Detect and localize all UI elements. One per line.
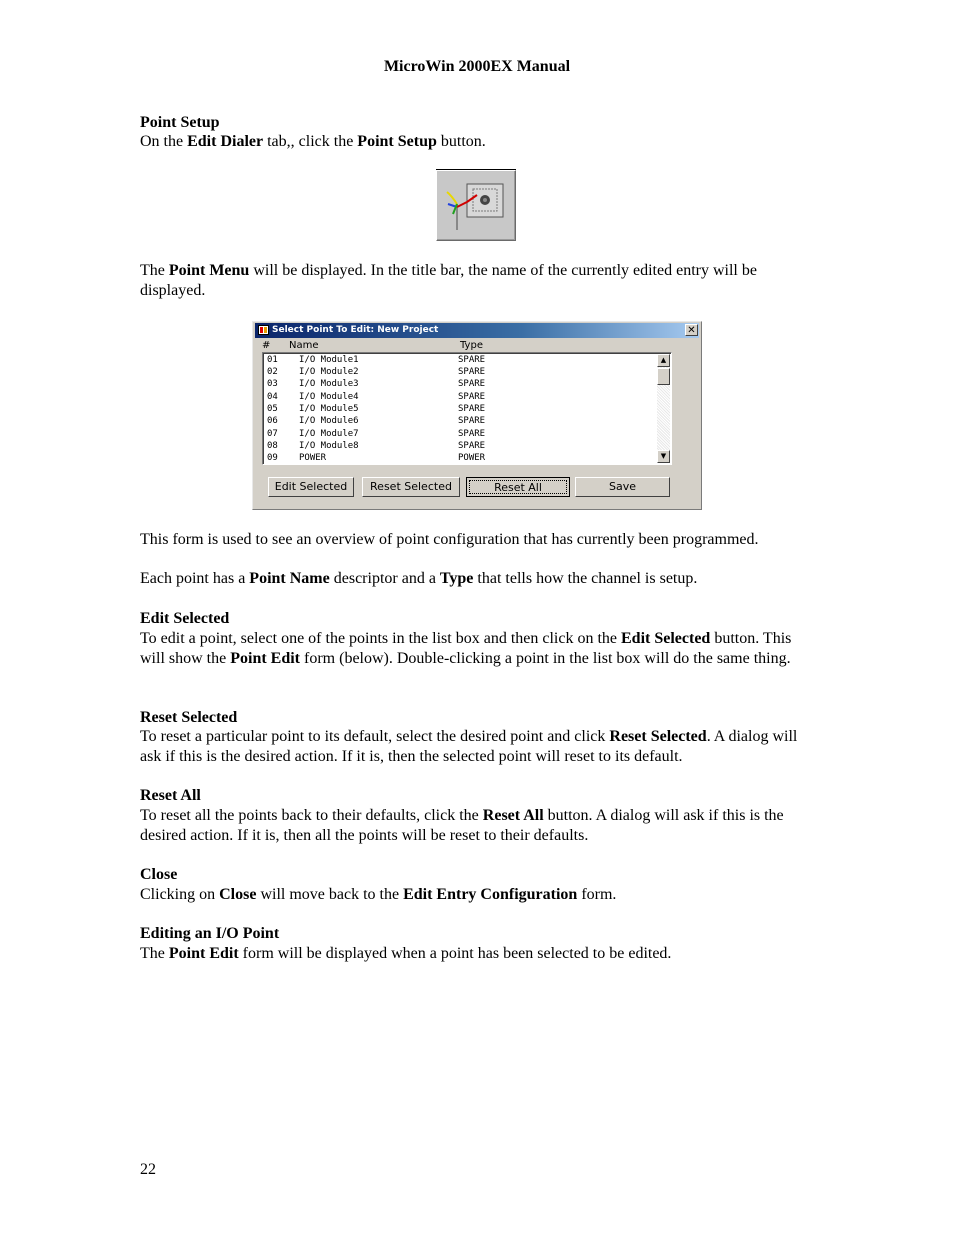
section-heading-edit-selected: Edit Selected [140, 610, 230, 627]
list-item[interactable]: 03 I/O Module3 SPARE [267, 379, 486, 389]
paragraph-reset-all: To reset all the points back to their defaults, click the Reset All button. A dialog will ask if this is the desired action. If it is, then all the points will be reset to their defaults. [140, 807, 784, 844]
app-icon [258, 325, 269, 335]
list-item[interactable]: 06 I/O Module6 SPARE [267, 416, 486, 426]
page-number: 22 [140, 1161, 156, 1178]
list-item[interactable]: 05 I/O Module5 SPARE [267, 404, 486, 414]
paragraph-overview: This form is used to see an overview of point configuration that has currently been programmed. [140, 531, 759, 548]
section-heading-point-setup: Point Setup [140, 114, 220, 131]
paragraph-reset-selected: To reset a particular point to its default, select the desired point and click Reset Selected. A dialog will ask if this is the desired action. If it is, then the selected point will reset to its default. [140, 728, 798, 765]
point-setup-icon [437, 171, 515, 240]
page-header: MicroWin 2000EX Manual [383, 58, 571, 75]
scroll-thumb[interactable] [657, 368, 670, 385]
select-point-dialog [252, 321, 702, 510]
dialog-titlebar[interactable] [255, 323, 699, 338]
reset-all-label: Reset All [469, 480, 567, 494]
column-header-number: # [262, 340, 271, 351]
list-item[interactable]: 01 I/O Module1 SPARE [267, 355, 486, 365]
vertical-scrollbar[interactable] [657, 354, 670, 463]
list-item[interactable]: 09 POWER POWER [267, 453, 486, 463]
save-button[interactable]: Save [575, 477, 670, 497]
paragraph-point-name: Each point has a Point Name descriptor and a Type that tells how the channel is setup. [140, 570, 698, 587]
section-heading-close: Close [140, 866, 178, 883]
section-heading-reset-all: Reset All [140, 787, 201, 804]
scroll-down-button[interactable]: ▼ [657, 450, 670, 463]
section-heading-editing-io-point: Editing an I/O Point [140, 925, 280, 942]
section-heading-reset-selected: Reset Selected [140, 709, 238, 726]
paragraph-point-menu: The Point Menu will be displayed. In the title bar, the name of the currently edited entry will be displayed. [140, 262, 757, 299]
list-item[interactable]: 08 I/O Module8 SPARE [267, 441, 486, 451]
scroll-up-button[interactable]: ▲ [657, 354, 670, 367]
column-header-type: Type [460, 340, 483, 351]
paragraph-edit-selected: To edit a point, select one of the points in the list box and then click on the Edit Selected button. This will show the Point Edit form (below). Double-clicking a point in the list box will do the same thing. [140, 630, 792, 667]
close-icon[interactable]: ✕ [685, 324, 698, 336]
dialog-title: Select Point To Edit: New Project [272, 325, 439, 335]
reset-all-button[interactable] [466, 477, 570, 497]
reset-selected-button[interactable]: Reset Selected [362, 477, 460, 497]
column-header-name: Name [289, 340, 319, 351]
list-item[interactable]: 07 I/O Module7 SPARE [267, 429, 486, 439]
list-item[interactable]: 04 I/O Module4 SPARE [267, 392, 486, 402]
edit-selected-button[interactable]: Edit Selected [268, 477, 354, 497]
points-listbox[interactable] [262, 352, 672, 465]
list-item[interactable]: 02 I/O Module2 SPARE [267, 367, 486, 377]
paragraph-close: Clicking on Close will move back to the Edit Entry Configuration form. [140, 886, 617, 903]
point-setup-button[interactable] [436, 170, 516, 241]
paragraph-point-setup: On the Edit Dialer tab,, click the Point Setup button. [140, 133, 486, 150]
paragraph-editing-io-point: The Point Edit form will be displayed when a point has been selected to be edited. [140, 945, 672, 962]
